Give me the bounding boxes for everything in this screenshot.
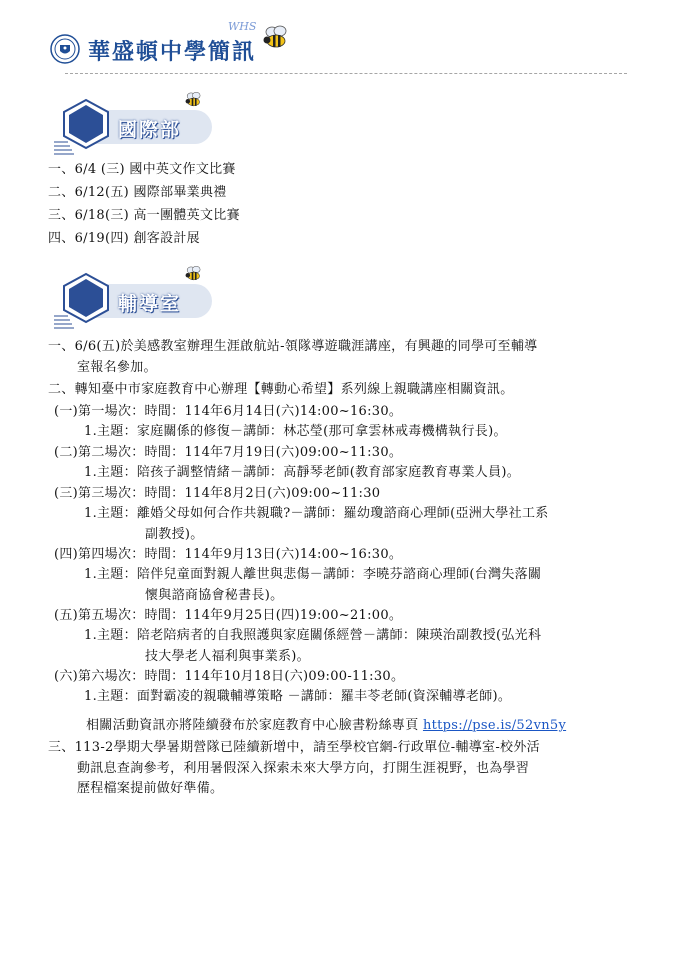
section-heading-guidance: 輔導室 <box>118 293 182 315</box>
newsletter-title: 華盛頓中學簡訊 <box>88 40 257 65</box>
header <box>0 0 681 80</box>
facebook-page-link[interactable]: https://pse.is/52vn5y <box>422 718 567 733</box>
section-heading-international: 國際部 <box>118 119 182 141</box>
session-topic: 1.主題：陪老陪病者的自我照護與家庭關係經營－講師：陳瑛治副教授(弘光科 <box>84 628 542 643</box>
session-time: (五)第五場次：時間：114年9月25日(四)19:00~21:00。 <box>54 608 403 623</box>
session-topic: 1.主題：面對霸凌的親職輔導策略 －講師：羅丰苓老師(資深輔導老師)。 <box>84 689 512 704</box>
bee-icon <box>258 24 292 52</box>
facebook-note-text: 相關活動資訊亦將陸續發布於家庭教育中心臉書粉絲專頁 <box>86 718 419 733</box>
list-item: 三、6/18(三) 高一團體英文比賽 <box>48 208 240 223</box>
bee-icon <box>182 90 204 110</box>
header-divider <box>65 73 627 74</box>
facebook-note <box>86 716 566 736</box>
session-time: (六)第六場次：時間：114年10月18日(六)09:00-11:30。 <box>54 669 405 684</box>
session-topic: 1.主題：家庭關係的修復－講師：林芯瑩(那可拿雲林戒毒機構執行長)。 <box>84 424 507 439</box>
session-topic-cont: 副教授)。 <box>145 527 204 542</box>
guidance-item-3-line: 動訊息查詢參考，利用暑假深入探索未來大學方向，打開生涯視野，也為學習 <box>77 761 530 776</box>
session-time: (二)第二場次：時間：114年7月19日(六)09:00~11:30。 <box>54 445 403 460</box>
guidance-item-2-intro: 二、轉知臺中市家庭教育中心辦理【轉動心希望】系列線上親職講座相關資訊。 <box>48 382 514 397</box>
section-banner-guidance <box>52 270 217 334</box>
list-item: 二、6/12(五) 國際部畢業典禮 <box>48 185 227 200</box>
school-seal-icon <box>50 34 80 64</box>
guidance-item-3-line: 歷程檔案提前做好準備。 <box>77 781 224 796</box>
session-time: (一)第一場次：時間：114年6月14日(六)14:00~16:30。 <box>54 404 403 419</box>
list-item: 四、6/19(四) 創客設計展 <box>48 231 200 246</box>
guidance-item-1-line: 一、6/6(五)於美感教室辦理生涯啟航站-領隊導遊職涯講座，有興趣的同學可至輔導 <box>48 339 538 354</box>
session-topic: 1.主題：離婚父母如何合作共親職?－講師：羅幼瓊諮商心理師(亞洲大學社工系 <box>84 506 549 521</box>
guidance-item-1-line: 室報名參加。 <box>77 360 157 375</box>
guidance-item-3-line: 三、113-2學期大學暑期營隊已陸續新增中，請至學校官網-行政單位-輔導室-校外活 <box>48 740 540 755</box>
session-time: (四)第四場次：時間：114年9月13日(六)14:00~16:30。 <box>54 547 403 562</box>
session-topic-cont: 懷與諮商協會秘書長)。 <box>145 588 284 603</box>
list-item: 一、6/4 (三) 國中英文作文比賽 <box>48 162 236 177</box>
section-banner-international <box>52 96 217 160</box>
bee-icon <box>182 264 204 284</box>
session-topic: 1.主題：陪孩子調整情緒－講師：高靜琴老師(教育部家庭教育專業人員)。 <box>84 465 521 480</box>
session-topic-cont: 技大學老人福利與事業系)。 <box>145 649 310 664</box>
session-time: (三)第三場次：時間：114年8月2日(六)09:00~11:30 <box>54 486 381 501</box>
session-topic: 1.主題：陪伴兒童面對親人離世與悲傷－講師：李曉芬諮商心理師(台灣失落關 <box>84 567 542 582</box>
whs-watermark: WHS <box>228 20 257 33</box>
